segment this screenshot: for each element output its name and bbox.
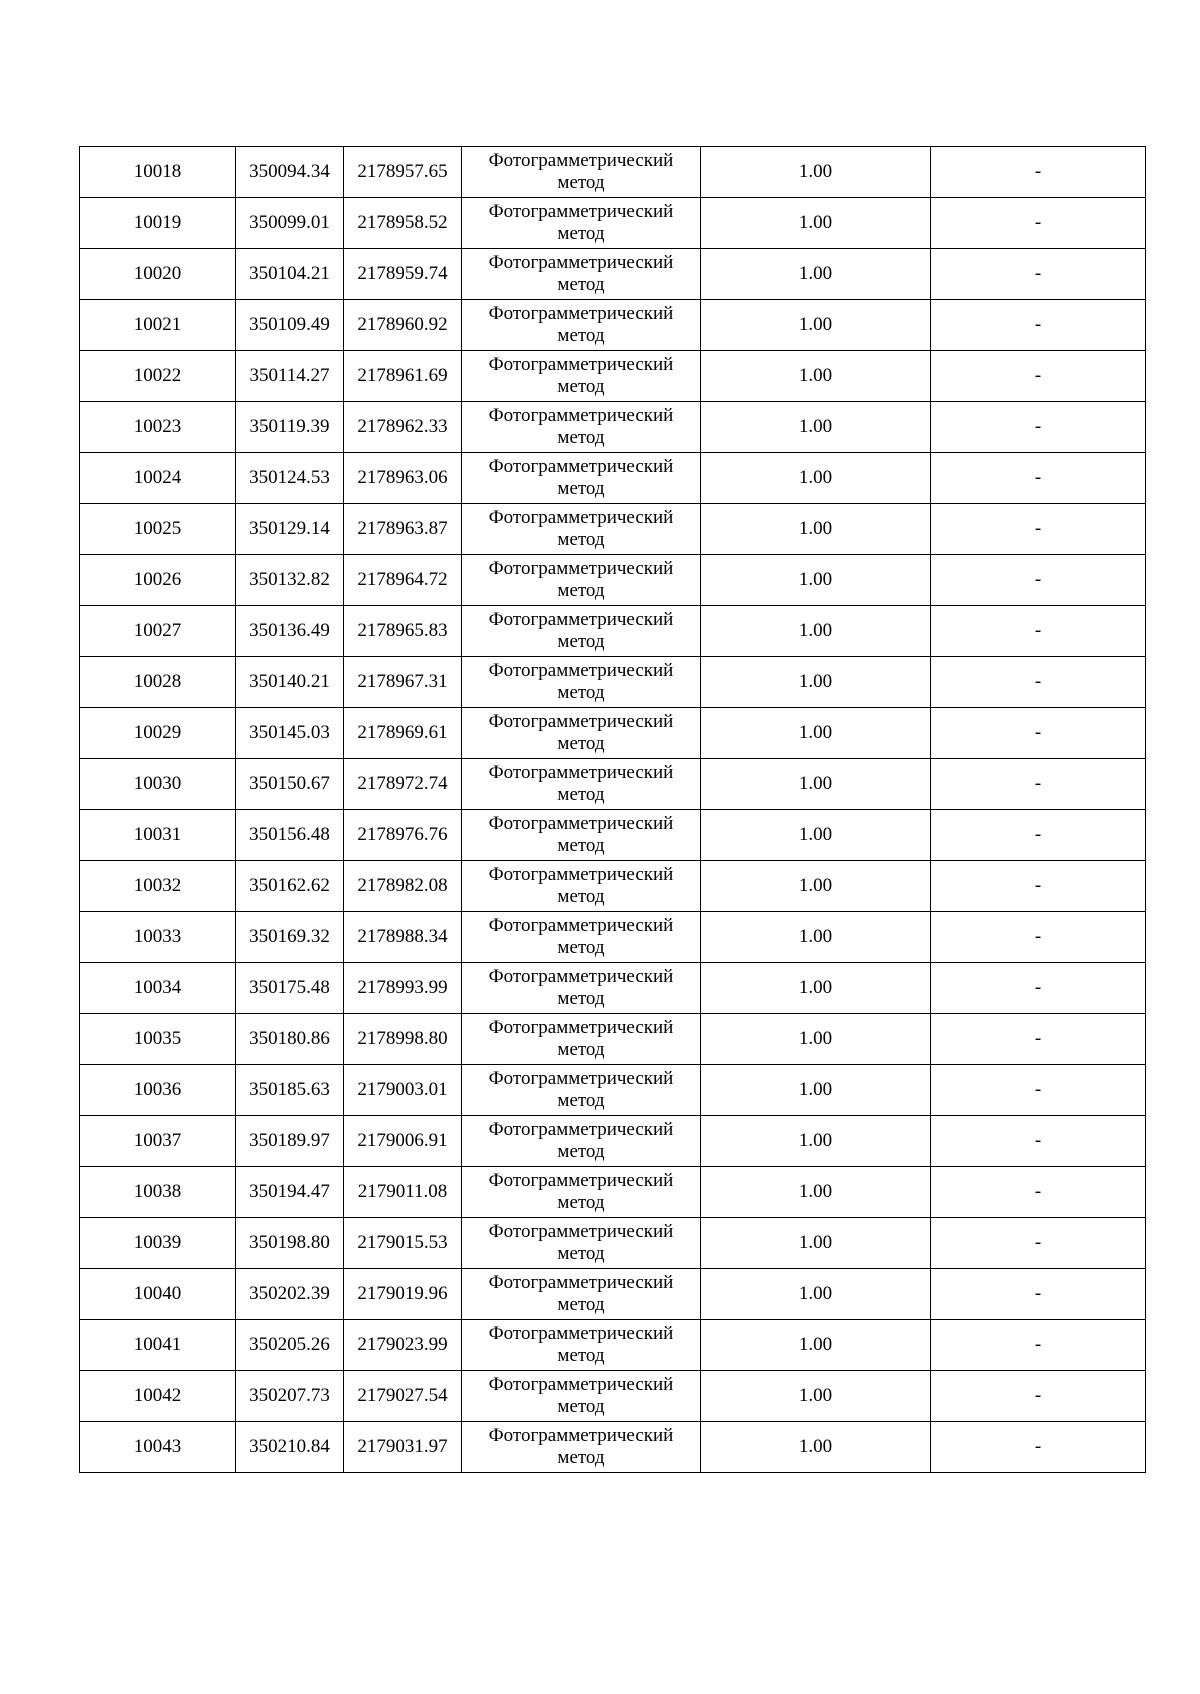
note-cell: - — [931, 198, 1146, 249]
accuracy-cell: 1.00 — [701, 1167, 931, 1218]
accuracy-cell: 1.00 — [701, 198, 931, 249]
accuracy-cell: 1.00 — [701, 912, 931, 963]
table-row — [80, 1014, 1146, 1065]
x-coordinate-cell: 350207.73 — [236, 1371, 344, 1422]
method-cell — [462, 198, 701, 249]
table-row — [80, 606, 1146, 657]
method-cell — [462, 759, 701, 810]
method-line-2: метод — [557, 631, 605, 652]
x-coordinate-cell: 350140.21 — [236, 657, 344, 708]
method-line-2: метод — [557, 886, 605, 907]
y-coordinate-cell: 2178967.31 — [344, 657, 462, 708]
method-line-2: метод — [557, 172, 605, 193]
method-cell — [462, 1116, 701, 1167]
x-coordinate-cell: 350132.82 — [236, 555, 344, 606]
method-line-1: Фотограмметрический — [488, 354, 674, 375]
coordinates-table — [79, 146, 1146, 1473]
method-line-2: метод — [557, 478, 605, 499]
point-number-cell: 10025 — [80, 504, 236, 555]
point-number-cell: 10020 — [80, 249, 236, 300]
accuracy-cell: 1.00 — [701, 759, 931, 810]
method-line-1: Фотограмметрический — [488, 711, 674, 732]
table-row — [80, 759, 1146, 810]
accuracy-cell: 1.00 — [701, 1218, 931, 1269]
y-coordinate-cell: 2178963.87 — [344, 504, 462, 555]
method-cell — [462, 912, 701, 963]
method-line-1: Фотограмметрический — [488, 813, 674, 834]
point-number-cell: 10026 — [80, 555, 236, 606]
method-cell — [462, 1167, 701, 1218]
method-line-2: метод — [557, 325, 605, 346]
point-number-cell: 10030 — [80, 759, 236, 810]
note-cell: - — [931, 1014, 1146, 1065]
x-coordinate-cell: 350175.48 — [236, 963, 344, 1014]
accuracy-cell: 1.00 — [701, 453, 931, 504]
note-cell: - — [931, 249, 1146, 300]
table-row — [80, 708, 1146, 759]
method-cell — [462, 147, 701, 198]
accuracy-cell: 1.00 — [701, 1269, 931, 1320]
y-coordinate-cell: 2178969.61 — [344, 708, 462, 759]
table-row — [80, 1218, 1146, 1269]
method-line-1: Фотограмметрический — [488, 150, 674, 171]
note-cell: - — [931, 861, 1146, 912]
x-coordinate-cell: 350205.26 — [236, 1320, 344, 1371]
method-cell — [462, 1218, 701, 1269]
point-number-cell: 10027 — [80, 606, 236, 657]
x-coordinate-cell: 350145.03 — [236, 708, 344, 759]
note-cell: - — [931, 1269, 1146, 1320]
y-coordinate-cell: 2178972.74 — [344, 759, 462, 810]
y-coordinate-cell: 2179011.08 — [344, 1167, 462, 1218]
y-coordinate-cell: 2179006.91 — [344, 1116, 462, 1167]
method-line-2: метод — [557, 1396, 605, 1417]
method-line-2: метод — [557, 376, 605, 397]
x-coordinate-cell: 350189.97 — [236, 1116, 344, 1167]
x-coordinate-cell: 350169.32 — [236, 912, 344, 963]
table-row — [80, 1167, 1146, 1218]
method-line-1: Фотограмметрический — [488, 507, 674, 528]
y-coordinate-cell: 2179019.96 — [344, 1269, 462, 1320]
method-line-1: Фотограмметрический — [488, 1221, 674, 1242]
table-row — [80, 147, 1146, 198]
point-number-cell: 10021 — [80, 300, 236, 351]
point-number-cell: 10041 — [80, 1320, 236, 1371]
method-line-1: Фотограмметрический — [488, 1425, 674, 1446]
method-line-1: Фотограмметрический — [488, 864, 674, 885]
point-number-cell: 10031 — [80, 810, 236, 861]
x-coordinate-cell: 350202.39 — [236, 1269, 344, 1320]
method-cell — [462, 351, 701, 402]
method-line-1: Фотограмметрический — [488, 1272, 674, 1293]
y-coordinate-cell: 2178965.83 — [344, 606, 462, 657]
method-line-2: метод — [557, 1345, 605, 1366]
note-cell: - — [931, 759, 1146, 810]
method-line-1: Фотограмметрический — [488, 1119, 674, 1140]
accuracy-cell: 1.00 — [701, 555, 931, 606]
method-line-2: метод — [557, 1039, 605, 1060]
x-coordinate-cell: 350156.48 — [236, 810, 344, 861]
method-line-1: Фотограмметрический — [488, 1374, 674, 1395]
table-row — [80, 1422, 1146, 1473]
method-line-1: Фотограмметрический — [488, 201, 674, 222]
table-row — [80, 912, 1146, 963]
method-line-1: Фотограмметрический — [488, 915, 674, 936]
note-cell: - — [931, 555, 1146, 606]
table-row — [80, 249, 1146, 300]
accuracy-cell: 1.00 — [701, 963, 931, 1014]
method-line-2: метод — [557, 988, 605, 1009]
method-line-1: Фотограмметрический — [488, 558, 674, 579]
method-cell — [462, 1269, 701, 1320]
method-cell — [462, 606, 701, 657]
accuracy-cell: 1.00 — [701, 1320, 931, 1371]
coordinates-table-body — [80, 147, 1146, 1473]
accuracy-cell: 1.00 — [701, 606, 931, 657]
note-cell: - — [931, 912, 1146, 963]
point-number-cell: 10036 — [80, 1065, 236, 1116]
method-cell — [462, 402, 701, 453]
accuracy-cell: 1.00 — [701, 504, 931, 555]
accuracy-cell: 1.00 — [701, 147, 931, 198]
point-number-cell: 10042 — [80, 1371, 236, 1422]
accuracy-cell: 1.00 — [701, 657, 931, 708]
x-coordinate-cell: 350104.21 — [236, 249, 344, 300]
method-line-1: Фотограмметрический — [488, 1068, 674, 1089]
method-cell — [462, 1422, 701, 1473]
method-cell — [462, 708, 701, 759]
table-row — [80, 657, 1146, 708]
method-cell — [462, 504, 701, 555]
x-coordinate-cell: 350210.84 — [236, 1422, 344, 1473]
method-line-1: Фотограмметрический — [488, 405, 674, 426]
y-coordinate-cell: 2178964.72 — [344, 555, 462, 606]
y-coordinate-cell: 2179003.01 — [344, 1065, 462, 1116]
method-cell — [462, 1371, 701, 1422]
table-row — [80, 1269, 1146, 1320]
note-cell: - — [931, 1320, 1146, 1371]
table-row — [80, 198, 1146, 249]
accuracy-cell: 1.00 — [701, 402, 931, 453]
table-row — [80, 1371, 1146, 1422]
method-line-1: Фотограмметрический — [488, 762, 674, 783]
method-cell — [462, 1320, 701, 1371]
x-coordinate-cell: 350099.01 — [236, 198, 344, 249]
x-coordinate-cell: 350124.53 — [236, 453, 344, 504]
point-number-cell: 10040 — [80, 1269, 236, 1320]
y-coordinate-cell: 2178957.65 — [344, 147, 462, 198]
accuracy-cell: 1.00 — [701, 861, 931, 912]
accuracy-cell: 1.00 — [701, 351, 931, 402]
x-coordinate-cell: 350180.86 — [236, 1014, 344, 1065]
y-coordinate-cell: 2179015.53 — [344, 1218, 462, 1269]
accuracy-cell: 1.00 — [701, 708, 931, 759]
note-cell: - — [931, 963, 1146, 1014]
note-cell: - — [931, 1116, 1146, 1167]
accuracy-cell: 1.00 — [701, 249, 931, 300]
table-row — [80, 300, 1146, 351]
point-number-cell: 10038 — [80, 1167, 236, 1218]
x-coordinate-cell: 350114.27 — [236, 351, 344, 402]
point-number-cell: 10022 — [80, 351, 236, 402]
table-row — [80, 1320, 1146, 1371]
method-cell — [462, 300, 701, 351]
x-coordinate-cell: 350150.67 — [236, 759, 344, 810]
accuracy-cell: 1.00 — [701, 300, 931, 351]
y-coordinate-cell: 2178962.33 — [344, 402, 462, 453]
point-number-cell: 10034 — [80, 963, 236, 1014]
method-cell — [462, 1014, 701, 1065]
accuracy-cell: 1.00 — [701, 1116, 931, 1167]
y-coordinate-cell: 2178988.34 — [344, 912, 462, 963]
point-number-cell: 10035 — [80, 1014, 236, 1065]
method-cell — [462, 861, 701, 912]
note-cell: - — [931, 1218, 1146, 1269]
note-cell: - — [931, 504, 1146, 555]
method-line-1: Фотограмметрический — [488, 1170, 674, 1191]
accuracy-cell: 1.00 — [701, 1371, 931, 1422]
x-coordinate-cell: 350185.63 — [236, 1065, 344, 1116]
y-coordinate-cell: 2178976.76 — [344, 810, 462, 861]
point-number-cell: 10019 — [80, 198, 236, 249]
method-cell — [462, 555, 701, 606]
y-coordinate-cell: 2179027.54 — [344, 1371, 462, 1422]
note-cell: - — [931, 300, 1146, 351]
note-cell: - — [931, 402, 1146, 453]
note-cell: - — [931, 147, 1146, 198]
note-cell: - — [931, 1422, 1146, 1473]
method-cell — [462, 963, 701, 1014]
accuracy-cell: 1.00 — [701, 1065, 931, 1116]
method-line-2: метод — [557, 580, 605, 601]
method-line-2: метод — [557, 1141, 605, 1162]
method-line-2: метод — [557, 937, 605, 958]
y-coordinate-cell: 2178959.74 — [344, 249, 462, 300]
table-row — [80, 861, 1146, 912]
x-coordinate-cell: 350162.62 — [236, 861, 344, 912]
table-row — [80, 963, 1146, 1014]
table-row — [80, 555, 1146, 606]
table-row — [80, 402, 1146, 453]
note-cell: - — [931, 657, 1146, 708]
point-number-cell: 10024 — [80, 453, 236, 504]
point-number-cell: 10028 — [80, 657, 236, 708]
method-line-1: Фотограмметрический — [488, 252, 674, 273]
point-number-cell: 10029 — [80, 708, 236, 759]
method-line-2: метод — [557, 733, 605, 754]
x-coordinate-cell: 350194.47 — [236, 1167, 344, 1218]
note-cell: - — [931, 1371, 1146, 1422]
x-coordinate-cell: 350136.49 — [236, 606, 344, 657]
point-number-cell: 10018 — [80, 147, 236, 198]
method-line-1: Фотограмметрический — [488, 660, 674, 681]
method-line-1: Фотограмметрический — [488, 456, 674, 477]
method-line-1: Фотограмметрический — [488, 1323, 674, 1344]
method-line-2: метод — [557, 784, 605, 805]
point-number-cell: 10043 — [80, 1422, 236, 1473]
method-line-1: Фотограмметрический — [488, 966, 674, 987]
x-coordinate-cell: 350109.49 — [236, 300, 344, 351]
y-coordinate-cell: 2178982.08 — [344, 861, 462, 912]
method-line-1: Фотограмметрический — [488, 1017, 674, 1038]
y-coordinate-cell: 2178961.69 — [344, 351, 462, 402]
method-line-2: метод — [557, 427, 605, 448]
y-coordinate-cell: 2178960.92 — [344, 300, 462, 351]
y-coordinate-cell: 2178993.99 — [344, 963, 462, 1014]
method-cell — [462, 810, 701, 861]
note-cell: - — [931, 810, 1146, 861]
method-line-2: метод — [557, 529, 605, 550]
method-cell — [462, 1065, 701, 1116]
method-line-2: метод — [557, 682, 605, 703]
method-line-1: Фотограмметрический — [488, 609, 674, 630]
point-number-cell: 10037 — [80, 1116, 236, 1167]
accuracy-cell: 1.00 — [701, 1422, 931, 1473]
point-number-cell: 10039 — [80, 1218, 236, 1269]
x-coordinate-cell: 350129.14 — [236, 504, 344, 555]
method-cell — [462, 453, 701, 504]
y-coordinate-cell: 2178963.06 — [344, 453, 462, 504]
method-line-1: Фотограмметрический — [488, 303, 674, 324]
method-line-2: метод — [557, 1192, 605, 1213]
point-number-cell: 10023 — [80, 402, 236, 453]
note-cell: - — [931, 1167, 1146, 1218]
table-row — [80, 810, 1146, 861]
point-number-cell: 10033 — [80, 912, 236, 963]
y-coordinate-cell: 2179031.97 — [344, 1422, 462, 1473]
table-row — [80, 504, 1146, 555]
note-cell: - — [931, 606, 1146, 657]
method-line-2: метод — [557, 1447, 605, 1468]
method-cell — [462, 657, 701, 708]
method-cell — [462, 249, 701, 300]
note-cell: - — [931, 1065, 1146, 1116]
note-cell: - — [931, 351, 1146, 402]
method-line-2: метод — [557, 1243, 605, 1264]
y-coordinate-cell: 2179023.99 — [344, 1320, 462, 1371]
table-row — [80, 1116, 1146, 1167]
method-line-2: метод — [557, 274, 605, 295]
point-number-cell: 10032 — [80, 861, 236, 912]
accuracy-cell: 1.00 — [701, 1014, 931, 1065]
method-line-2: метод — [557, 1090, 605, 1111]
method-line-2: метод — [557, 1294, 605, 1315]
x-coordinate-cell: 350198.80 — [236, 1218, 344, 1269]
y-coordinate-cell: 2178998.80 — [344, 1014, 462, 1065]
table-row — [80, 453, 1146, 504]
table-row — [80, 1065, 1146, 1116]
note-cell: - — [931, 708, 1146, 759]
x-coordinate-cell: 350094.34 — [236, 147, 344, 198]
table-row — [80, 351, 1146, 402]
method-line-2: метод — [557, 835, 605, 856]
y-coordinate-cell: 2178958.52 — [344, 198, 462, 249]
method-line-2: метод — [557, 223, 605, 244]
note-cell: - — [931, 453, 1146, 504]
accuracy-cell: 1.00 — [701, 810, 931, 861]
x-coordinate-cell: 350119.39 — [236, 402, 344, 453]
